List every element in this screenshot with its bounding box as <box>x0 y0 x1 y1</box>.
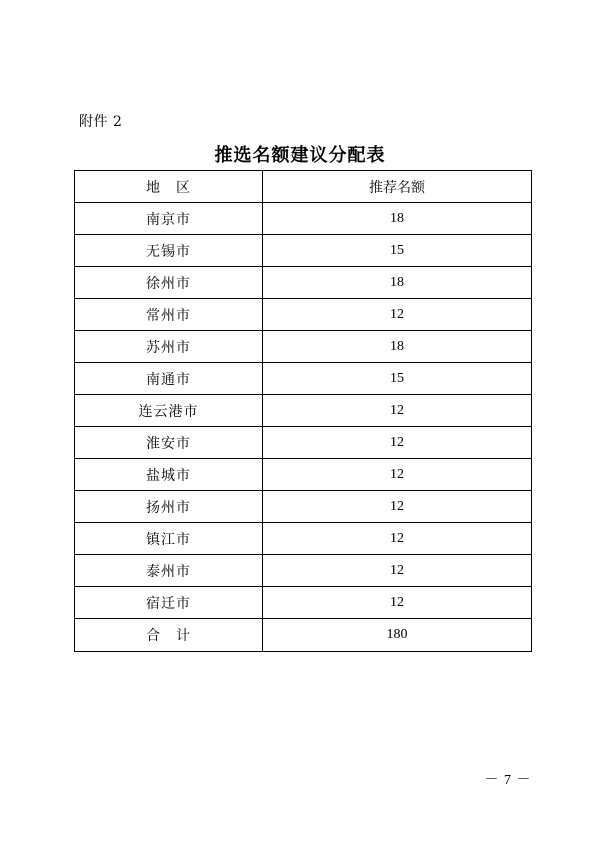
quota-cell: 12 <box>263 299 532 331</box>
table-row <box>75 267 532 299</box>
table-row <box>75 459 532 491</box>
region-cell: 常州市 <box>75 299 263 331</box>
quota-cell: 15 <box>263 235 532 267</box>
allocation-table <box>74 170 532 652</box>
quota-cell: 18 <box>263 203 532 235</box>
page-title: 推选名额建议分配表 <box>214 145 386 166</box>
page-number: － 7 － <box>484 773 532 788</box>
region-cell: 泰州市 <box>75 555 263 587</box>
table-row <box>75 363 532 395</box>
region-cell: 连云港市 <box>75 395 263 427</box>
table-row <box>75 331 532 363</box>
quota-cell: 12 <box>263 427 532 459</box>
region-cell: 徐州市 <box>75 267 263 299</box>
table-row <box>75 555 532 587</box>
table-row <box>75 203 532 235</box>
table-row <box>75 427 532 459</box>
quota-cell: 12 <box>263 523 532 555</box>
total-row <box>75 619 532 652</box>
region-cell: 苏州市 <box>75 331 263 363</box>
table-row <box>75 299 532 331</box>
region-cell: 盐城市 <box>75 459 263 491</box>
quota-cell: 12 <box>263 587 532 619</box>
region-cell: 无锡市 <box>75 235 263 267</box>
region-cell: 淮安市 <box>75 427 263 459</box>
region-cell: 南通市 <box>75 363 263 395</box>
quota-cell: 18 <box>263 267 532 299</box>
attachment-label: 附件 2 <box>79 114 123 130</box>
region-cell: 南京市 <box>75 203 263 235</box>
table-row <box>75 587 532 619</box>
quota-cell: 18 <box>263 331 532 363</box>
quota-cell: 12 <box>263 459 532 491</box>
table-row <box>75 523 532 555</box>
table-row <box>75 395 532 427</box>
quota-cell: 15 <box>263 363 532 395</box>
header-region: 地 区 <box>75 171 263 203</box>
total-quota: 180 <box>263 619 532 652</box>
header-quota: 推荐名额 <box>263 171 532 203</box>
quota-cell: 12 <box>263 555 532 587</box>
quota-cell: 12 <box>263 395 532 427</box>
region-cell: 扬州市 <box>75 491 263 523</box>
region-cell: 宿迁市 <box>75 587 263 619</box>
quota-cell: 12 <box>263 491 532 523</box>
total-label: 合 计 <box>75 619 263 652</box>
table-header-row <box>75 171 532 203</box>
table-row <box>75 491 532 523</box>
region-cell: 镇江市 <box>75 523 263 555</box>
table-row <box>75 235 532 267</box>
